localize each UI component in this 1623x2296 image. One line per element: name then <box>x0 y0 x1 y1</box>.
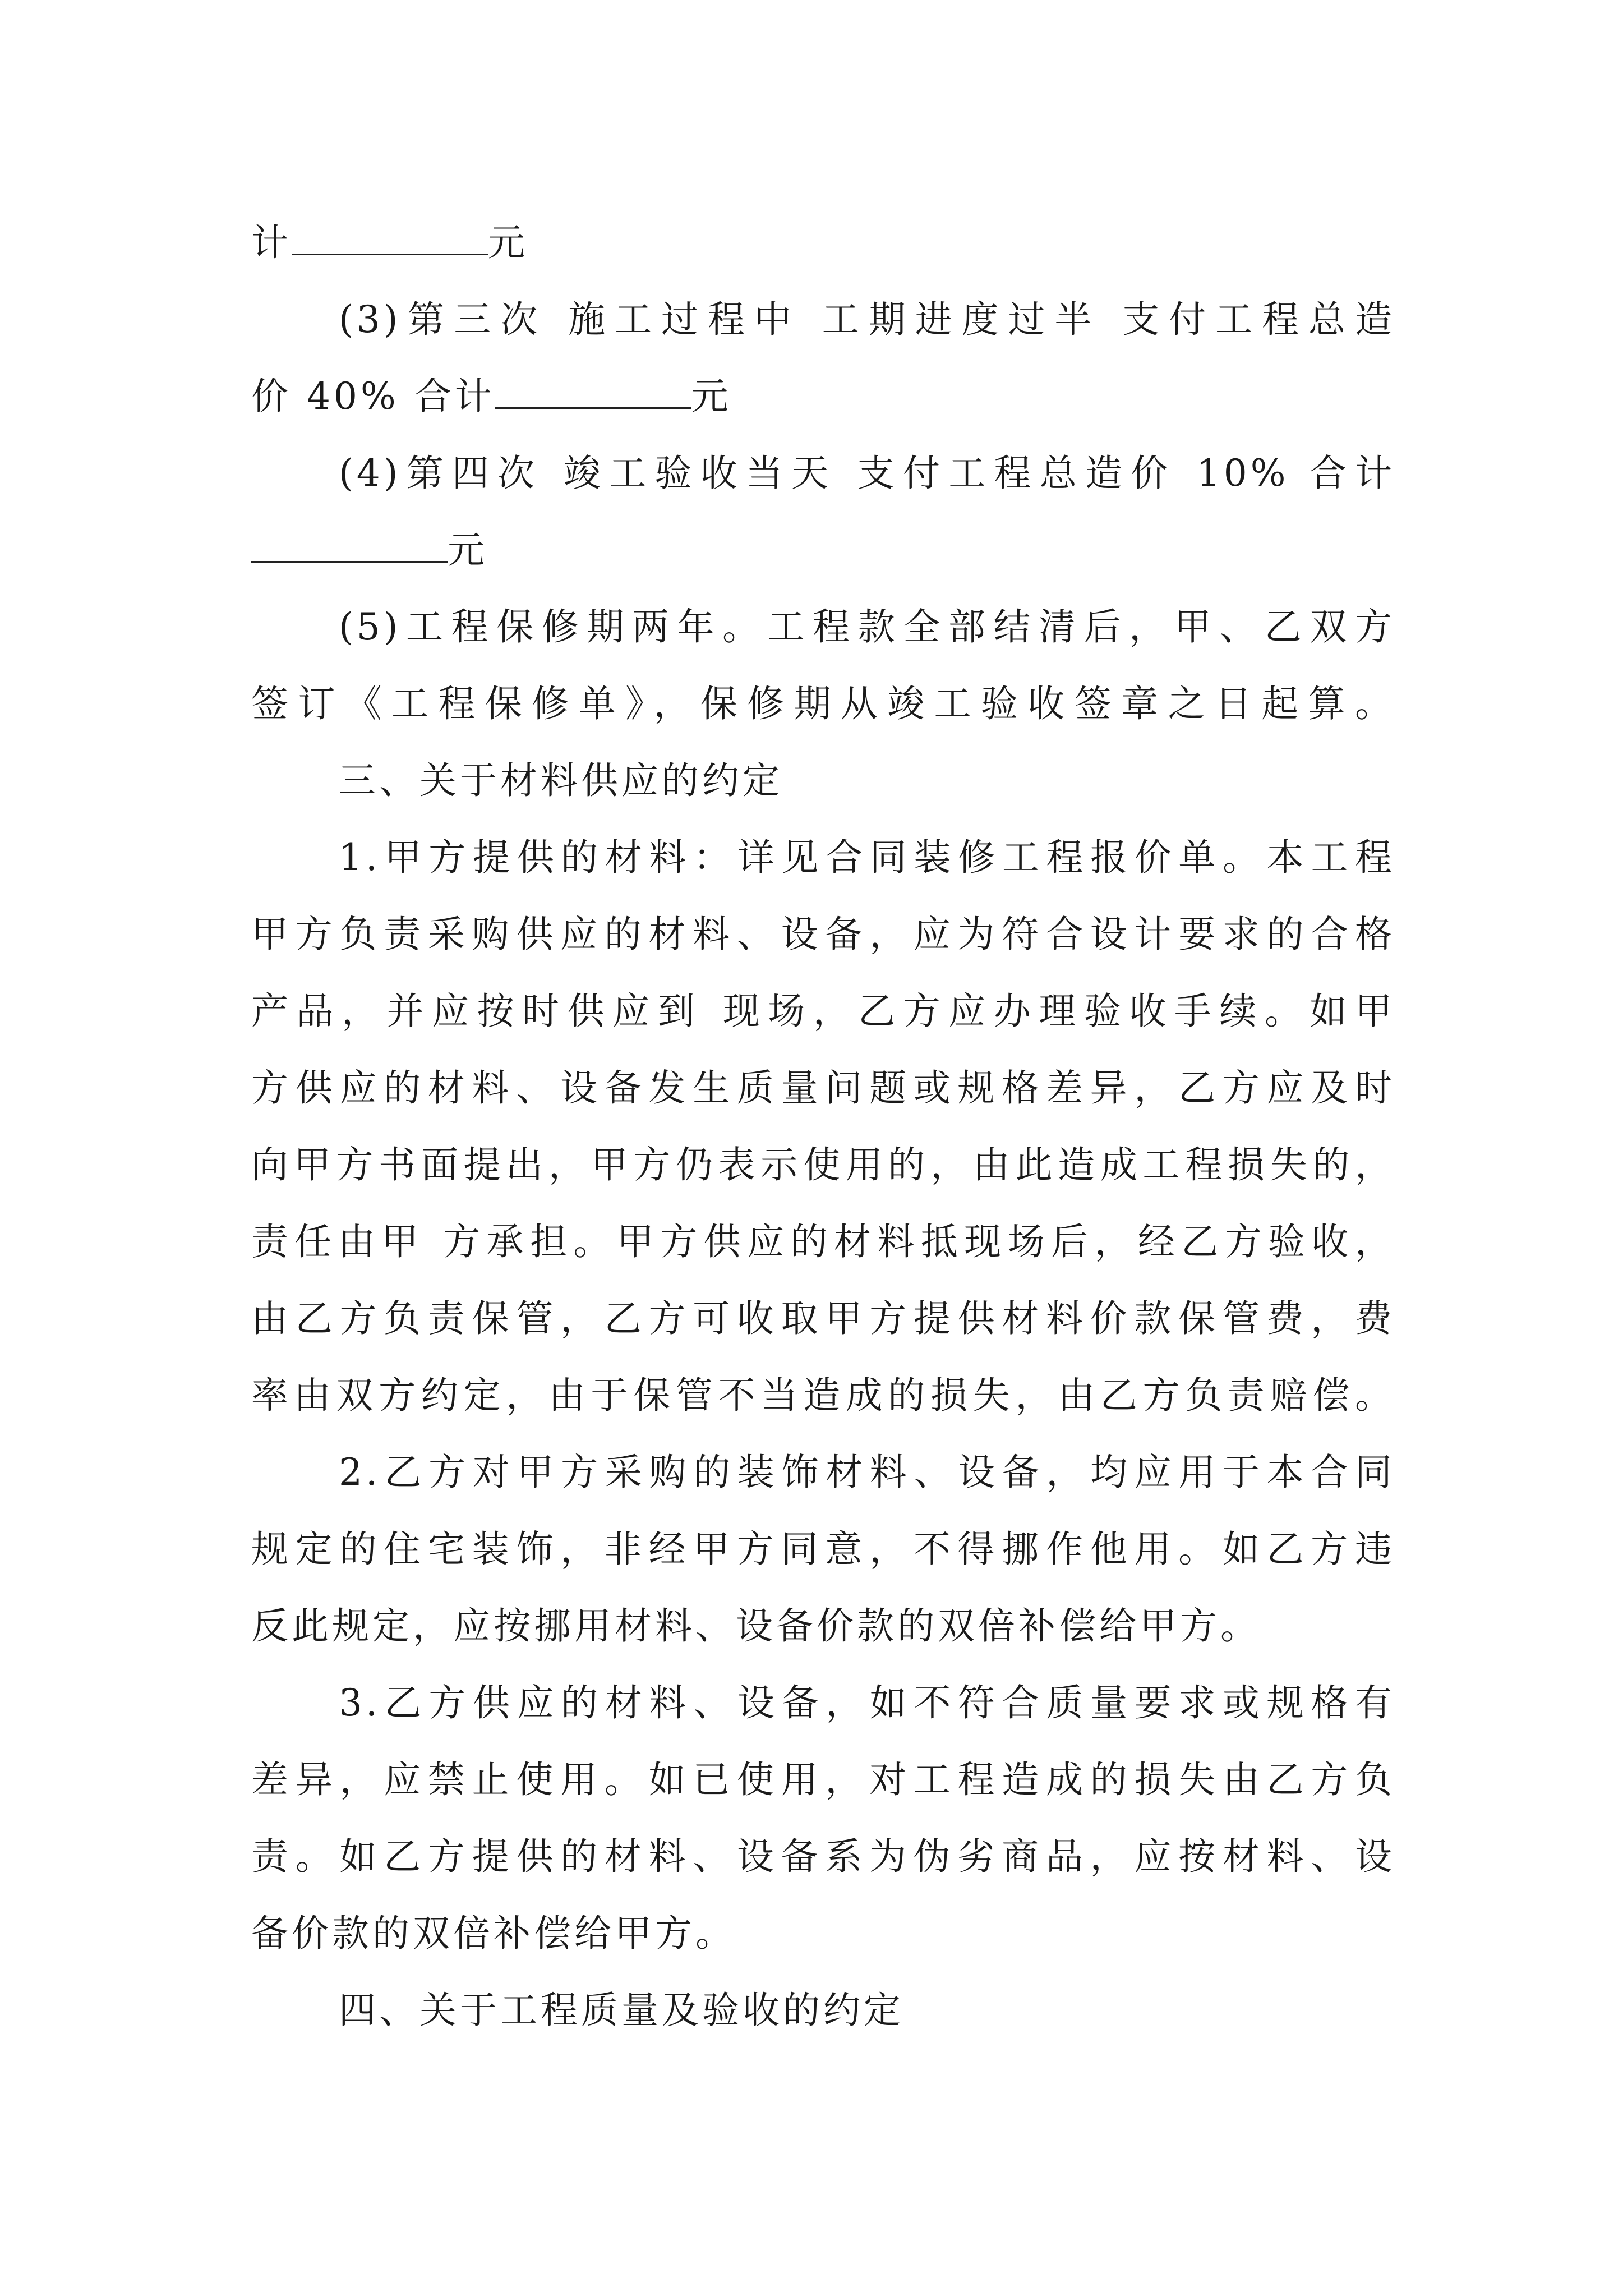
line-text: 元 <box>448 528 488 572</box>
text-line-10: 甲方负责采购供应的材料、设备，应为符合设计要求的合格 <box>251 913 1395 956</box>
section-heading-4: 四、关于工程质量及验收的约定 <box>339 1989 904 2032</box>
text-line-6: (5)工程保修期两年。工程款全部结清后，甲、乙双方 <box>339 605 1395 648</box>
line-text: 元 <box>691 375 732 418</box>
line-text: 元 <box>488 221 528 264</box>
text-line-2: (3)第三次 施工过程中 工期进度过半 支付工程总造 <box>339 298 1395 341</box>
text-line-1 <box>251 218 1395 268</box>
text-line-22: 责。如乙方提供的材料、设备系为伪劣商品，应按材料、设 <box>251 1835 1395 1878</box>
text-line-19: 反此规定，应按挪用材料、设备价款的双倍补偿给甲方。 <box>251 1604 1261 1648</box>
text-line-12: 方供应的材料、设备发生质量问题或规格差异，乙方应及时 <box>251 1066 1395 1110</box>
text-line-20: 3.乙方供应的材料、设备，如不符合质量要求或规格有 <box>339 1681 1395 1724</box>
section-heading-3: 三、关于材料供应的约定 <box>339 759 783 802</box>
text-line-4: (4)第四次 竣工验收当天 支付工程总造价 10% 合计 <box>339 452 1395 495</box>
text-line-13: 向甲方书面提出，甲方仍表示使用的，由此造成工程损失的， <box>251 1143 1395 1186</box>
text-line-15: 由乙方负责保管，乙方可收取甲方提供材料价款保管费，费 <box>251 1297 1395 1340</box>
text-line-23: 备价款的双倍补偿给甲方。 <box>251 1912 736 1955</box>
text-line-21: 差异，应禁止使用。如已使用，对工程造成的损失由乙方负 <box>251 1758 1395 1801</box>
text-line-17: 2.乙方对甲方采购的装饰材料、设备，均应用于本合同 <box>339 1451 1395 1494</box>
line-text: 计 <box>251 221 292 264</box>
blank-field <box>251 526 448 563</box>
text-line-7: 签订《工程保修单》，保修期从竣工验收签章之日起算。 <box>251 682 1395 725</box>
blank-field <box>292 219 488 255</box>
text-line-14: 责任由甲 方承担。甲方供应的材料抵现场后，经乙方验收， <box>251 1220 1395 1263</box>
text-line-3 <box>251 371 1395 422</box>
line-text: 价 40% 合计 <box>251 375 495 418</box>
text-line-5 <box>251 525 1395 576</box>
text-line-9: 1.甲方提供的材料：详见合同装修工程报价单。本工程 <box>339 836 1395 879</box>
text-line-18: 规定的住宅装饰，非经甲方同意，不得挪作他用。如乙方违 <box>251 1527 1395 1571</box>
text-line-16: 率由双方约定，由于保管不当造成的损失，由乙方负责赔偿。 <box>251 1374 1395 1417</box>
blank-field <box>495 372 691 409</box>
text-line-11: 产品，并应按时供应到 现场，乙方应办理验收手续。如甲 <box>251 990 1395 1033</box>
